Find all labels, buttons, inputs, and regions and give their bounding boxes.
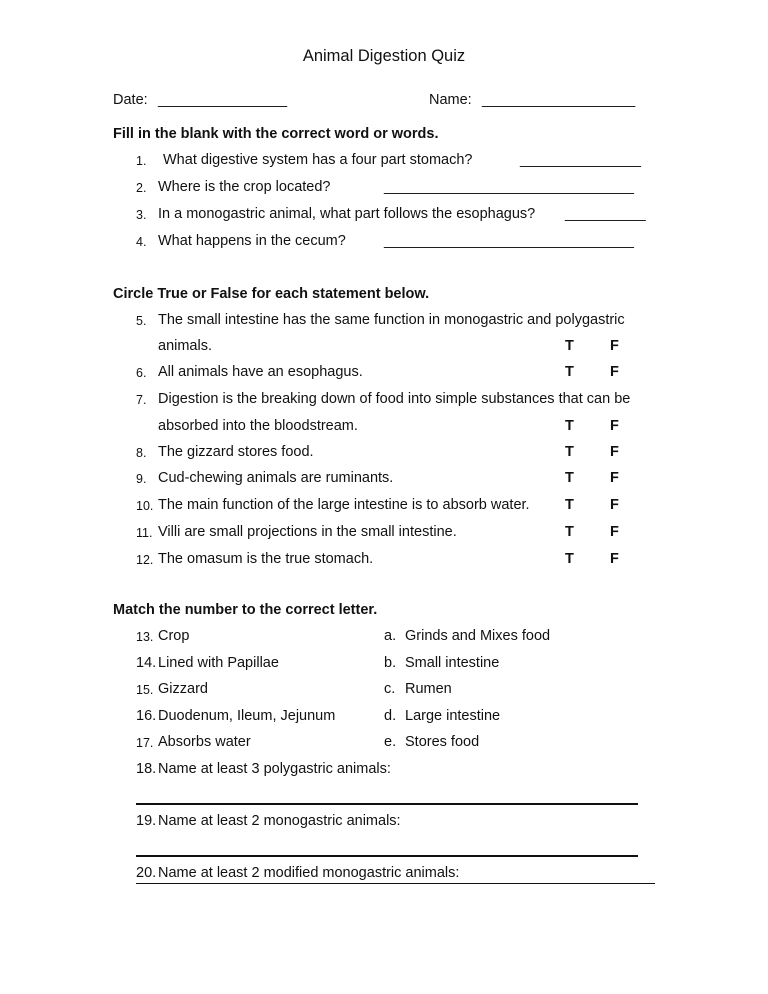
date-label: Date: [113,92,148,108]
match-number: 16. [136,708,157,724]
statement-text-continued: animals. [158,338,212,354]
question-number: 19. [136,813,157,829]
match-term: Gizzard [158,681,208,697]
statement-text: The omasum is the true stomach. [158,551,374,567]
answer-blank: _______________________________ [384,179,634,195]
question-text: Name at least 3 polygastric animals: [158,761,391,777]
answer-line[interactable] [136,803,638,805]
match-term: Absorbs water [158,734,251,750]
match-letter: a. [384,628,397,644]
match-term: Lined with Papillae [158,655,279,671]
question-number: 3. [136,208,147,222]
match-term: Crop [158,628,190,644]
true-option[interactable]: T [565,497,574,513]
match-letter: b. [384,655,397,671]
match-number: 14. [136,655,157,671]
match-option: Stores food [405,734,480,750]
question-text: What digestive system has a four part stomach? [163,152,473,168]
question-number: 18. [136,761,157,777]
question-number: 20. [136,865,157,881]
statement-text: Cud-chewing animals are ruminants. [158,470,394,486]
answer-blank: __________ [565,206,646,222]
false-option[interactable]: F [610,444,619,460]
match-number: 15. [136,683,154,697]
statement-text-continued: absorbed into the bloodstream. [158,418,358,434]
section-heading-fill-in: Fill in the blank with the correct word or words. [113,126,439,142]
question-text: Where is the crop located? [158,179,331,195]
false-option[interactable]: F [610,364,619,380]
statement-text: The small intestine has the same function in monogastric and polygastric [158,312,625,328]
answer-blank: _______________________________ [384,233,634,249]
match-letter: e. [384,734,397,750]
true-option[interactable]: T [565,470,574,486]
question-text: In a monogastric animal, what part follows the esophagus? [158,206,536,222]
true-option[interactable]: T [565,338,574,354]
question-text: Name at least 2 modified monogastric animals: [158,865,460,881]
name-blank: ___________________ [482,92,636,108]
question-number: 7. [136,393,147,407]
question-number: 12. [136,553,154,567]
false-option[interactable]: F [610,524,619,540]
statement-text: Digestion is the breaking down of food into simple substances that can be [158,391,631,407]
true-option[interactable]: T [565,418,574,434]
match-option: Large intestine [405,708,501,724]
date-blank: ________________ [158,92,288,108]
match-option: Small intestine [405,655,500,671]
section-heading-matching: Match the number to the correct letter. [113,602,378,618]
question-number: 2. [136,181,147,195]
question-number: 8. [136,446,147,460]
false-option[interactable]: F [610,470,619,486]
question-number: 10. [136,499,154,513]
page-title: Animal Digestion Quiz [302,47,466,65]
true-option[interactable]: T [565,444,574,460]
match-letter: d. [384,708,397,724]
false-option[interactable]: F [610,551,619,567]
false-option[interactable]: F [610,338,619,354]
answer-blank: _______________ [520,152,641,168]
statement-text: The gizzard stores food. [158,444,314,460]
question-number: 4. [136,235,147,249]
match-number: 17. [136,736,154,750]
true-option[interactable]: T [565,524,574,540]
question-text: What happens in the cecum? [158,233,346,249]
match-letter: c. [384,681,396,697]
question-number: 5. [136,314,147,328]
false-option[interactable]: F [610,418,619,434]
false-option[interactable]: F [610,497,619,513]
statement-text: All animals have an esophagus. [158,364,363,380]
question-number: 6. [136,366,147,380]
statement-text: Villi are small projections in the small intestine. [158,524,457,540]
question-number: 11. [136,526,153,540]
true-option[interactable]: T [565,364,574,380]
answer-line[interactable] [136,883,655,884]
name-label: Name: [429,92,472,108]
question-text: Name at least 2 monogastric animals: [158,813,401,829]
match-term: Duodenum, Ileum, Jejunum [158,708,336,724]
match-option: Grinds and Mixes food [405,628,551,644]
question-number: 9. [136,472,147,486]
true-option[interactable]: T [565,551,574,567]
section-heading-true-false: Circle True or False for each statement below. [113,286,430,302]
match-number: 13. [136,630,154,644]
statement-text: The main function of the large intestine is to absorb water. [158,497,530,513]
match-option: Rumen [405,681,452,697]
question-number: 1. [136,154,147,168]
answer-line[interactable] [136,855,638,857]
